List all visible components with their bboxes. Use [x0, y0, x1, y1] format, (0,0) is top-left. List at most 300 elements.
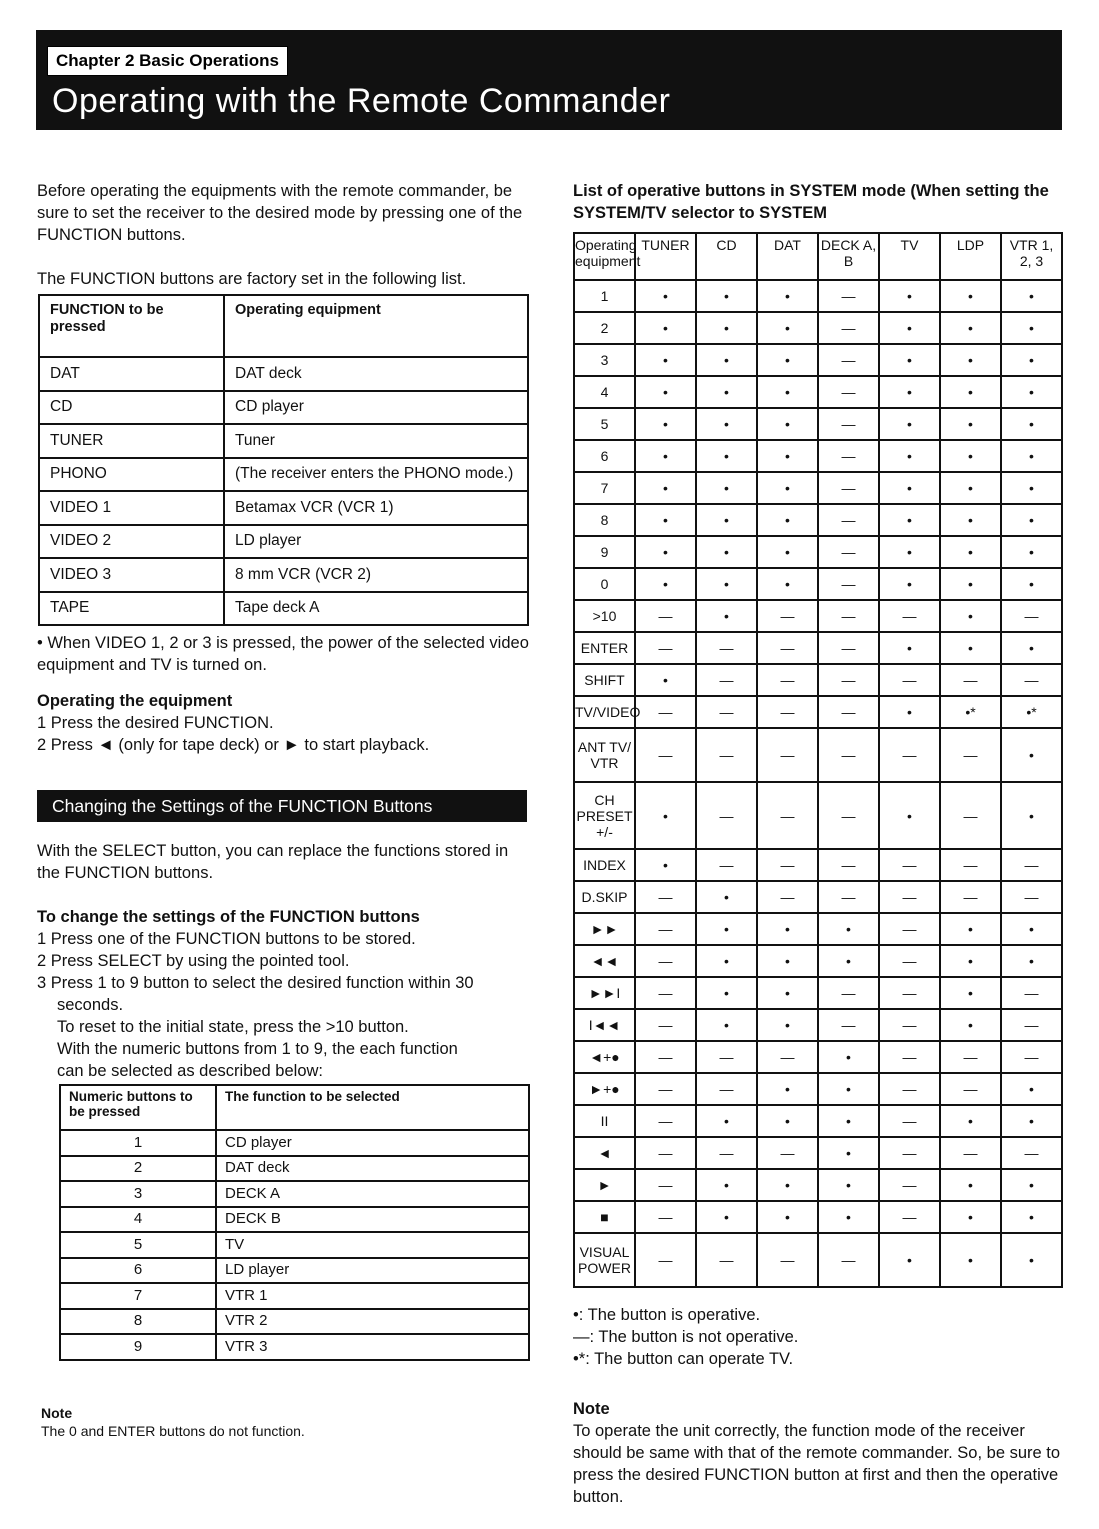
chapter-label: Chapter 2 Basic Operations [47, 46, 288, 76]
operative-table-cell: • [757, 1073, 818, 1105]
operative-table-cell: — [635, 913, 696, 945]
operative-table-cell: • [757, 1105, 818, 1137]
operative-table-cell: — [1001, 977, 1062, 1009]
operative-table-cell: 4 [574, 376, 635, 408]
operative-table-row [574, 1233, 1062, 1287]
operative-table-cell: ►► [574, 913, 635, 945]
operative-table-cell: • [696, 472, 757, 504]
operative-table-cell: • [940, 977, 1001, 1009]
operative-table-cell: • [696, 1105, 757, 1137]
operative-table-cell: — [818, 600, 879, 632]
operative-table-cell: TV/VIDEO [574, 696, 635, 728]
operative-table-cell: • [696, 280, 757, 312]
operative-table-cell: • [635, 849, 696, 881]
operative-table-row [574, 1105, 1062, 1137]
operative-table-cell: 2 [574, 312, 635, 344]
operative-table-header-row [574, 233, 1062, 280]
operative-table-cell: • [818, 1041, 879, 1073]
operative-table-row [574, 376, 1062, 408]
operative-table-cell: — [818, 977, 879, 1009]
operative-table-cell: — [879, 664, 940, 696]
function-table-row [39, 357, 528, 391]
operative-table-cell: • [696, 344, 757, 376]
operative-table-cell: — [635, 1233, 696, 1287]
operative-table-cell: • [879, 280, 940, 312]
change-step-continuation: With the numeric buttons from 1 to 9, the each function [57, 1040, 458, 1058]
operative-table-cell: — [818, 568, 879, 600]
function-table-row [39, 391, 528, 425]
operative-table-row [574, 1137, 1062, 1169]
operative-table-cell: • [879, 632, 940, 664]
numeric-table-cell: DECK A [216, 1181, 529, 1207]
operative-table-cell: • [1001, 1105, 1062, 1137]
operative-table-cell: • [940, 1009, 1001, 1041]
operative-buttons-table [573, 232, 1063, 1288]
legend-item: •: The button is operative. [573, 1306, 761, 1324]
numeric-table-cell: LD player [216, 1258, 529, 1284]
operative-table-cell: — [879, 1041, 940, 1073]
function-table-cell: TAPE [39, 592, 224, 626]
operative-table-cell: — [1001, 600, 1062, 632]
operative-table-cell: • [757, 1009, 818, 1041]
operative-table-cell: — [818, 1009, 879, 1041]
operative-table-cell: • [696, 312, 757, 344]
operative-table-cell: — [635, 1041, 696, 1073]
operative-table-cell: — [879, 881, 940, 913]
operative-table-cell: • [940, 472, 1001, 504]
operative-table-row [574, 696, 1062, 728]
numeric-table-cell: 9 [60, 1334, 216, 1360]
operative-table-cell: • [696, 440, 757, 472]
operative-table-cell: — [635, 1169, 696, 1201]
change-continuation [37, 994, 532, 1082]
operative-table-cell: — [757, 632, 818, 664]
operative-table-cell: ◄◄ [574, 945, 635, 977]
left-note-text: The 0 and ENTER buttons do not function. [41, 1423, 305, 1439]
numeric-table-row [60, 1232, 529, 1258]
operative-table-cell: • [940, 376, 1001, 408]
operative-table-cell: • [1001, 1169, 1062, 1201]
operative-table-cell: — [879, 1009, 940, 1041]
change-step-continuation: To reset to the initial state, press the >10 button. [57, 1018, 409, 1036]
function-table-cell: VIDEO 3 [39, 558, 224, 592]
operative-table-row [574, 1009, 1062, 1041]
operative-table-cell: • [940, 408, 1001, 440]
operative-table-cell: • [696, 568, 757, 600]
operative-table-cell: — [635, 696, 696, 728]
operative-table-cell: • [940, 440, 1001, 472]
operative-table-cell: • [818, 1105, 879, 1137]
operative-table-cell: — [1001, 664, 1062, 696]
operative-table-cell: • [940, 600, 1001, 632]
operative-table-cell: • [696, 408, 757, 440]
operative-table-row [574, 977, 1062, 1009]
operative-table-row [574, 440, 1062, 472]
operative-table-row [574, 664, 1062, 696]
numeric-table-row [60, 1156, 529, 1182]
factory-text: The FUNCTION buttons are factory set in the following list. [37, 270, 467, 288]
numeric-table-header-row [60, 1085, 529, 1130]
operative-table-cell: • [696, 945, 757, 977]
operative-table-cell: — [635, 881, 696, 913]
operative-list-heading: List of operative buttons in SYSTEM mode (When setting the SYSTEM/TV selector to SYSTEM [573, 182, 1049, 222]
operative-table-cell: — [818, 472, 879, 504]
operative-table-cell: • [1001, 1201, 1062, 1233]
operative-table-cell: • [696, 1009, 757, 1041]
change-step-continuation: seconds. [57, 996, 124, 1014]
operative-table-cell: • [635, 536, 696, 568]
function-table-cell: DAT deck [224, 357, 528, 391]
operative-table-cell: — [635, 1105, 696, 1137]
operative-table-row [574, 568, 1062, 600]
operative-table-cell: • [879, 312, 940, 344]
operative-table-row [574, 280, 1062, 312]
operative-table-cell: 1 [574, 280, 635, 312]
operative-table-cell: • [635, 782, 696, 849]
operative-table-cell: — [818, 881, 879, 913]
operative-table-cell: • [818, 1201, 879, 1233]
operative-table-cell: — [940, 664, 1001, 696]
operative-table-cell: • [879, 344, 940, 376]
operative-table-cell: • [635, 440, 696, 472]
operative-table-cell: — [879, 600, 940, 632]
operative-table-cell: — [757, 696, 818, 728]
operative-table-row [574, 344, 1062, 376]
operative-table-cell: • [1001, 440, 1062, 472]
operative-table-cell: • [940, 1201, 1001, 1233]
operative-table-row [574, 536, 1062, 568]
operative-table-cell: 3 [574, 344, 635, 376]
operative-table-row [574, 600, 1062, 632]
operative-table-cell: • [757, 472, 818, 504]
operative-table-cell: • [635, 312, 696, 344]
operative-table-row [574, 1041, 1062, 1073]
operative-table-cell: — [757, 1233, 818, 1287]
operative-table-cell: 0 [574, 568, 635, 600]
numeric-table-cell: DECK B [216, 1207, 529, 1233]
operative-table-cell: INDEX [574, 849, 635, 881]
operative-table-header-cell: TV [879, 233, 940, 280]
intro-paragraph: Before operating the equipments with the remote commander, be sure to set the receiver to the desired mode by pressing one of the FUNCTION buttons. [37, 182, 523, 244]
operative-table-cell: • [635, 664, 696, 696]
operative-table-cell: • [635, 408, 696, 440]
numeric-table-cell: 2 [60, 1156, 216, 1182]
operative-table-cell: — [879, 1105, 940, 1137]
operative-table-row [574, 728, 1062, 782]
operative-table-cell: • [696, 1201, 757, 1233]
operative-table-cell: ►►I [574, 977, 635, 1009]
operative-table-cell: • [757, 977, 818, 1009]
operative-table-cell: II [574, 1105, 635, 1137]
operative-table-cell: — [879, 1137, 940, 1169]
operative-table-cell: — [940, 1073, 1001, 1105]
operating-steps [37, 712, 532, 756]
operative-table-cell: • [818, 945, 879, 977]
function-table-row [39, 525, 528, 559]
operative-table-cell: ■ [574, 1201, 635, 1233]
operative-table-cell: — [696, 664, 757, 696]
operative-table-cell: — [1001, 849, 1062, 881]
operative-table-cell: • [635, 504, 696, 536]
operative-table-cell: — [818, 408, 879, 440]
operative-table-cell: • [757, 945, 818, 977]
operative-table-cell: — [818, 849, 879, 881]
operative-table-cell: • [879, 472, 940, 504]
operative-table-cell: — [818, 376, 879, 408]
operative-table-cell: D.SKIP [574, 881, 635, 913]
function-table-row [39, 458, 528, 492]
operative-table-cell: — [696, 782, 757, 849]
operative-table-cell: — [818, 782, 879, 849]
numeric-table-cell: 8 [60, 1309, 216, 1335]
operative-table-cell: — [818, 504, 879, 536]
operative-table-cell: • [940, 280, 1001, 312]
operative-table-cell: • [1001, 945, 1062, 977]
operative-table-cell: — [879, 945, 940, 977]
numeric-table-cell: 7 [60, 1283, 216, 1309]
operative-table-header-cell: TUNER [635, 233, 696, 280]
function-table-cell: VIDEO 1 [39, 491, 224, 525]
operative-table-row [574, 632, 1062, 664]
right-note-text: To operate the unit correctly, the function mode of the receiver should be same with that of the remote commander. So, be sure to press the desired FUNCTION button at first and then the operative button. [573, 1422, 1061, 1506]
operative-table-cell: — [1001, 1137, 1062, 1169]
operative-table-cell: — [879, 849, 940, 881]
change-steps [37, 928, 532, 994]
operative-table-cell: • [879, 408, 940, 440]
numeric-table [59, 1084, 530, 1361]
operative-table-cell: • [1001, 312, 1062, 344]
legend-item: •*: The button can operate TV. [573, 1350, 794, 1368]
function-table-cell: PHONO [39, 458, 224, 492]
numeric-table-cell: DAT deck [216, 1156, 529, 1182]
operative-table-header-cell: CD [696, 233, 757, 280]
right-note-title: Note [573, 1400, 610, 1418]
operative-table-cell: • [757, 913, 818, 945]
function-table-cell: 8 mm VCR (VCR 2) [224, 558, 528, 592]
function-table-cell: CD [39, 391, 224, 425]
numeric-table-row [60, 1334, 529, 1360]
operative-table-cell: • [1001, 728, 1062, 782]
function-table-header-cell: Operating equipment [224, 295, 528, 357]
operative-table-cell: — [635, 1137, 696, 1169]
operative-table-cell: • [1001, 472, 1062, 504]
operative-table-cell: • [1001, 913, 1062, 945]
operative-table-cell: • [879, 376, 940, 408]
numeric-table-row [60, 1258, 529, 1284]
function-table-cell: CD player [224, 391, 528, 425]
operative-table-cell: • [879, 782, 940, 849]
function-table-cell: VIDEO 2 [39, 525, 224, 559]
operative-table-cell: — [879, 1169, 940, 1201]
operative-table-cell: — [635, 632, 696, 664]
numeric-table-cell: VTR 1 [216, 1283, 529, 1309]
operative-table-cell: — [635, 600, 696, 632]
operative-table-cell: • [879, 568, 940, 600]
operative-table-cell: • [1001, 280, 1062, 312]
numeric-table-header-cell: Numeric buttons to be pressed [60, 1085, 216, 1130]
numeric-table-row [60, 1181, 529, 1207]
right-column [573, 180, 1065, 1508]
operative-table-cell: — [940, 782, 1001, 849]
operative-table-cell: — [818, 696, 879, 728]
numeric-table-header-cell: The function to be selected [216, 1085, 529, 1130]
operative-table-cell: VISUAL POWER [574, 1233, 635, 1287]
operative-table-row [574, 408, 1062, 440]
operative-table-cell: • [757, 1201, 818, 1233]
operative-table-cell: • [757, 408, 818, 440]
operative-table-cell: • [635, 280, 696, 312]
function-table-row [39, 424, 528, 458]
operative-table-header-cell: VTR 1, 2, 3 [1001, 233, 1062, 280]
operative-table-cell: — [635, 728, 696, 782]
numeric-table-cell: 3 [60, 1181, 216, 1207]
numeric-table-cell: 1 [60, 1130, 216, 1156]
operative-table-cell: ◄ [574, 1137, 635, 1169]
function-table-cell: LD player [224, 525, 528, 559]
operative-table-cell: • [1001, 536, 1062, 568]
operative-table-cell: • [757, 280, 818, 312]
operative-table-row [574, 913, 1062, 945]
operative-table-cell: — [696, 849, 757, 881]
function-table-cell: Betamax VCR (VCR 1) [224, 491, 528, 525]
operative-table-cell: — [635, 977, 696, 1009]
change-step: 1 Press one of the FUNCTION buttons to be stored. [37, 930, 416, 948]
operative-table-row [574, 1073, 1062, 1105]
operating-heading: Operating the equipment [37, 692, 233, 710]
operative-table-cell: — [696, 1073, 757, 1105]
operative-table-cell: ENTER [574, 632, 635, 664]
operative-table-cell: • [818, 913, 879, 945]
operative-table-cell: • [1001, 504, 1062, 536]
operative-table-cell: — [696, 728, 757, 782]
numeric-table-row [60, 1207, 529, 1233]
operative-table-cell: • [940, 312, 1001, 344]
operative-table-cell: • [879, 440, 940, 472]
operative-table-cell: • [940, 632, 1001, 664]
operative-table-cell: — [757, 782, 818, 849]
operative-table-row [574, 472, 1062, 504]
operative-table-cell: — [818, 280, 879, 312]
operative-table-cell: • [818, 1169, 879, 1201]
operative-table-cell: — [757, 1041, 818, 1073]
operative-table-cell: — [635, 1201, 696, 1233]
operative-table-cell: — [635, 1009, 696, 1041]
operative-table-cell: • [757, 312, 818, 344]
operative-table-cell: — [818, 440, 879, 472]
operative-table-cell: • [940, 536, 1001, 568]
numeric-table-cell: 4 [60, 1207, 216, 1233]
numeric-table-cell: CD player [216, 1130, 529, 1156]
video-bullet: • When VIDEO 1, 2 or 3 is pressed, the power of the selected video equipment and TV is turned on. [37, 634, 529, 674]
operative-table-cell: — [879, 913, 940, 945]
operating-step: 2 Press ◄ (only for tape deck) or ► to start playback. [37, 736, 430, 754]
operative-table-cell: ►+● [574, 1073, 635, 1105]
operative-table-cell: — [940, 881, 1001, 913]
operative-table-cell: 6 [574, 440, 635, 472]
numeric-table-row [60, 1309, 529, 1335]
operative-table-cell: • [696, 913, 757, 945]
operative-table-cell: • [879, 536, 940, 568]
operative-table-cell: • [1001, 344, 1062, 376]
operative-table-header-cell: LDP [940, 233, 1001, 280]
operative-table-cell: — [818, 632, 879, 664]
operative-table-cell: • [696, 600, 757, 632]
operative-table-cell: • [757, 376, 818, 408]
operative-table-cell: — [940, 728, 1001, 782]
operative-table-cell: — [818, 344, 879, 376]
operative-table-cell: • [818, 1137, 879, 1169]
numeric-table-cell: VTR 2 [216, 1309, 529, 1335]
change-step: 2 Press SELECT by using the pointed tool. [37, 952, 350, 970]
operative-table-cell: — [879, 1073, 940, 1105]
left-note [41, 1404, 305, 1440]
operative-table-cell: • [940, 1105, 1001, 1137]
operative-table-cell: • [696, 881, 757, 913]
operative-table-cell: • [635, 472, 696, 504]
function-table-row [39, 592, 528, 626]
operative-table-cell: • [696, 977, 757, 1009]
left-note-title: Note [41, 1405, 73, 1421]
operative-table-row [574, 782, 1062, 849]
operative-table-cell: >10 [574, 600, 635, 632]
operative-table-cell: — [757, 728, 818, 782]
operative-table-header-cell: DAT [757, 233, 818, 280]
operative-table-cell: • [696, 536, 757, 568]
operative-table-cell: • [1001, 408, 1062, 440]
operative-table-cell: • [940, 1233, 1001, 1287]
operative-table-cell: 8 [574, 504, 635, 536]
operative-table-cell: — [635, 945, 696, 977]
operative-table-cell: • [818, 1073, 879, 1105]
operative-table-cell: • [757, 504, 818, 536]
operative-table-cell: 7 [574, 472, 635, 504]
function-table-cell: DAT [39, 357, 224, 391]
function-table-cell: (The receiver enters the PHONO mode.) [224, 458, 528, 492]
operative-table-cell: • [940, 568, 1001, 600]
operative-table-cell: — [818, 312, 879, 344]
operative-table-cell: • [1001, 568, 1062, 600]
operative-table-cell: • [1001, 1073, 1062, 1105]
operative-table-cell: • [635, 344, 696, 376]
function-table-cell: TUNER [39, 424, 224, 458]
operative-table-row [574, 1169, 1062, 1201]
operative-table-row [574, 849, 1062, 881]
change-step-continuation: can be selected as described below: [57, 1062, 323, 1080]
function-table-row [39, 491, 528, 525]
operative-table-cell: — [879, 728, 940, 782]
operative-table-cell: — [757, 600, 818, 632]
operative-table-cell: — [1001, 1041, 1062, 1073]
operative-table-cell: SHIFT [574, 664, 635, 696]
operative-table-cell: — [635, 1073, 696, 1105]
operative-table-cell: • [635, 568, 696, 600]
function-table-header-row [39, 295, 528, 357]
function-table [38, 294, 529, 626]
operative-table-cell: • [940, 344, 1001, 376]
operative-table-header-cell: DECK A, B [818, 233, 879, 280]
operative-table-cell: — [757, 881, 818, 913]
function-table-cell: Tuner [224, 424, 528, 458]
operating-step: 1 Press the desired FUNCTION. [37, 714, 274, 732]
operative-table-cell: I◄◄ [574, 1009, 635, 1041]
numeric-table-row [60, 1130, 529, 1156]
function-table-row [39, 558, 528, 592]
operative-table-cell: • [696, 504, 757, 536]
operative-table-cell: — [696, 1041, 757, 1073]
operative-table-cell: • [696, 376, 757, 408]
operative-table-cell: • [879, 1233, 940, 1287]
operative-table-cell: — [696, 696, 757, 728]
